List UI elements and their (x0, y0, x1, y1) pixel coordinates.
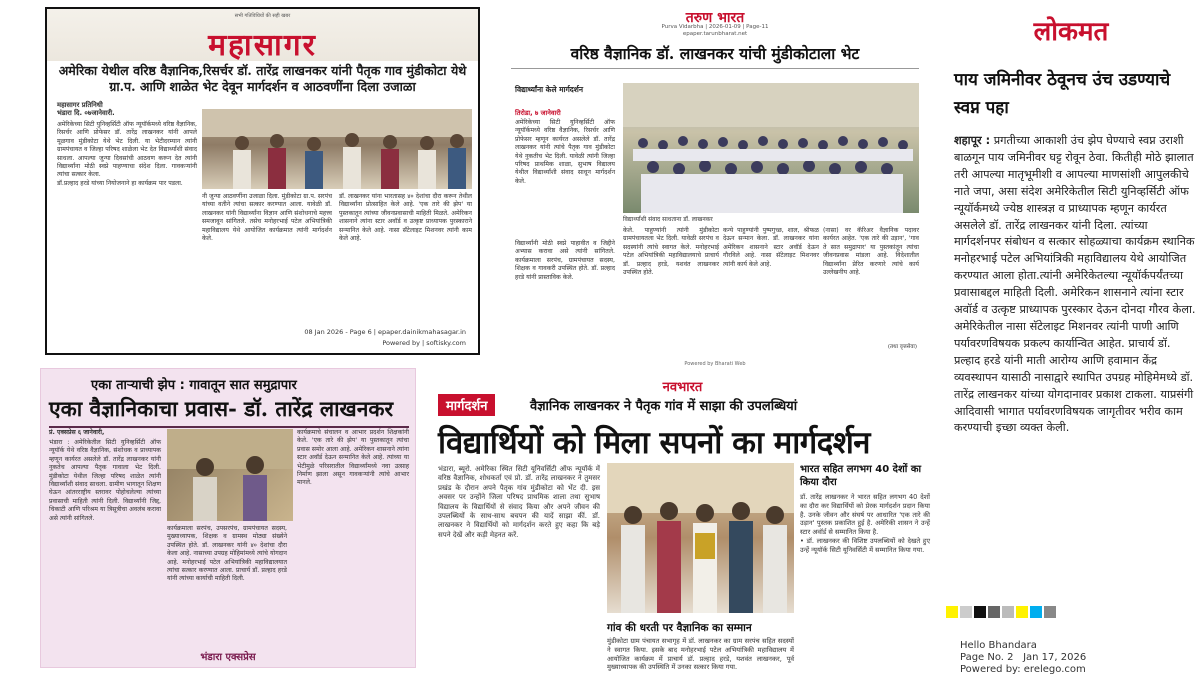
article-col-2: कार्यक्रमाला सरपंच, उपसरपंच, ग्रामपंचायत सदस्य, मुख्याध्यापक, शिक्षक व ग्रामस्थ मोठ्या संख्येने उपस्थित होते. डॉ. लाखनकर यांनी ४० देशांचा दौरा केला आहे. नासाच्या उपग्रह मोहिमांमध्ये त्यांचे योगदान आहे. मनोहरभाई पटेल अभियांत्रिकी महाविद्यालयात त्यांचा सत्कार करण्यात आला. प्राचार्य डॉ. प्रल्हाद हरडे यांनी त्यांच्या कार्याची माहिती दिली. (167, 525, 289, 583)
footer-page: Page No. 2 (960, 652, 1014, 663)
article-col-4: (नासा) वर कॅरिअर वैज्ञानिक पदावर कार्यरत आहेत. 'एक तारे की उड़ान', 'गाव ते सात समुद्रापार' या पुस्तकांतून त्यांचा जीवनप्रवास मांडला आहे. विदेशातील विद्यार्थ्यांना प्रेरित करणारे त्यांचे कार्य उल्लेखनीय आहे. (823, 227, 921, 277)
dateline: तिरोडा, ७ जानेवारी (515, 109, 561, 117)
masthead: लोकमत (1033, 17, 1109, 47)
photo-people (167, 429, 293, 521)
footer-date: Jan 17, 2026 (1023, 652, 1087, 663)
photo-caption: विद्यार्थ्यांशी संवाद साधताना डॉ. लाखनकर (623, 216, 713, 223)
page-footer: Powered by Bharati Web (684, 361, 746, 367)
color-cyan (1030, 606, 1042, 618)
students-photo (623, 83, 919, 213)
mahasagar-clipping (45, 7, 480, 355)
credit: (तथा वृत्तसेवा) (887, 344, 917, 350)
lokmat-clipping (942, 6, 1200, 675)
article-col-1: भंडारा, ब्यूरो. अमेरिका स्थित सिटी यूनिवर्सिटी ऑफ न्यूयॉर्क में वरिष्ठ वैज्ञानिक, शोधकर्ता एवं प्रो. डॉ. तारेंद्र लाखनकर ने तुमसर प्रखंड के दौरान अपने पैतृक गांव मुंडीकोटा को भेंट दी. इस अवसर पर उन्होंने जिला परिषद प्राथमिक शाला तथा सुभाष विद्यालय के विद्यार्थियों से संवाद किया और अपने जीवन की उपलब्धियों के साथ-साथ बचपन की यादें साझा कीं. डॉ. लाखनकर ने विद्यार्थियों को मार्गदर्शन करते हुए कहा कि बड़े सपने देखें और कड़ी मेहनत करें. (438, 465, 603, 539)
edition-line: Purva Vidarbha | 2026-01-09 | Page-11 (661, 24, 769, 30)
interview-photo (167, 429, 293, 521)
rule (511, 68, 919, 69)
dateline: भंडारा दि. ०७जानेवारी. (57, 109, 115, 118)
article-col-2: केले. पाहुण्यांनी त्यांनी मुंडीकोटा ग्रामपंचायतला भेट दिली. यावेळी सरपंच व सदस्यांनी त्यांचे स्वागत केले. मनोहरभाई पटेल अभियांत्रिकी महाविद्यालयाचे प्राचार्य डॉ. प्रल्हाद हरडे, यशवंत लाखनकर उपस्थित होते. (623, 227, 721, 277)
masthead: नवभारत (662, 380, 703, 395)
color-dgrey (988, 606, 1000, 618)
byline: महासागर प्रतिनिधी (57, 101, 103, 109)
subhead: विद्यार्थ्यांना केले मार्गदर्शन (515, 85, 584, 94)
box-body: मुंडीकोटा ग्राम पंचायत सभागृह में डॉ. लाखनकर का ग्राम सरपंच सहित सदस्यों ने स्वागत किया. इसके बाद मनोहरभाई पटेल अभियांत्रिकी महाविद्यालय में आयोजित कार्यक्रम में प्राचार्य डॉ. प्रल्हाद हरडे, यशवंत लाखनकर, पूर्व मुख्याध्यापक की उपस्थिति में उनका सत्कार किया गया. (607, 637, 797, 672)
page-footer: भंडारा एक्सप्रेस (200, 652, 256, 663)
navbharat-clipping (430, 377, 935, 675)
masthead: तरुण भारत (685, 10, 745, 26)
photo-students (623, 83, 919, 213)
section-badge: मार्गदर्शन (438, 394, 495, 416)
edition-meta (505, 24, 925, 38)
headline: वरिष्ठ वैज्ञानिक डॉ. लाखनकर यांची मुंडीकोटाला भेट (570, 44, 860, 63)
color-bar (946, 606, 1056, 618)
box-headline: गांव की धरती पर वैज्ञानिक का सम्मान (607, 622, 752, 634)
photo-figures (202, 109, 472, 189)
article-text: प्रगतीच्या आकाशी उंच झेप घेण्याचे स्वप्न उराशी बाळगून पाय जमिनीवर घट्ट रोवून ठेवा. कितीही मोठे झालात तरी आपल्या मातृभूमीशी व आपल्या माणसांशी आपुलकीचे नाते जपा, असा संदेश अमेरिकेतील सिटी युनिव्हर्सिटी ऑफ न्यूयॉर्कमध्ये ज्येष्ठ शास्त्रज्ञ व प्राध्यापक म्हणून कार्यरत असलेले डॉ. तारेंद्र लाखनकर यांनी दिला. त्यांच्या मार्गदर्शनपर संबोधन व सत्कार सोहळ्याचा कार्यक्रम स्थानिक मनोहरभाई पटेल अभियांत्रिकी महाविद्यालय येथे आयोजित करण्यात आला होता.त्यांनी अमेरिकेतल्या न्यूयॉर्कपर्यंतच्या प्रवासाबद्दल माहिती दिली. अमेरिकन शासनाने त्यांना स्टार अवॉर्ड व उत्कृष्ट प्राध्यापक पुरस्कार देऊन दोनदा गौरव केला. अमेरिकेतील नासा सॅटेलाइट मिशनवर त्यांनी पाणी आणि पर्यावरणविषयक प्रकल्प कार्यान्वित आहेत. प्राचार्य डॉ. प्रल्हाद हरडे यांनी माती आरोग्य आणि हवामान केंद्र व्यवस्थापन यासाठी नासाद्वारे स्थापित उपग्रह मोहिमेमध्ये डॉ. तारेंद्र लाखनकर यांच्या योगदानावर प्रकाश टाकला. याप्रसंगी आदिवासी भागात पर्यावरणविषयक जागृतीवर भरीव काम करण्याची इच्छा व्यक्त केली. (954, 134, 1196, 435)
article-col-2: नी जुन्या आठवणींना उजाळा दिला. मुंडीकोटा ग्रा.प. सरपंच यांच्या वतीने त्यांचा सत्कार करण्यात आला. यावेळी डॉ. लाखनकर यांनी विद्यार्थ्यांना विज्ञान आणि संशोधनाचे महत्त्व समजावून सांगितले. तसेच मनोहरभाई पटेल अभियांत्रिकी महाविद्यालय येथे आयोजित कार्यक्रमात त्यांनी मार्गदर्शन केले. (202, 193, 334, 243)
tarun-bharat-clipping (505, 5, 925, 369)
site-url: epaper.tarunbharat.net (682, 31, 748, 37)
article-col-1: अमेरिकेच्या सिटी युनिव्हर्सिटी ऑफ न्यूयॉर्कमध्ये वरिष्ठ वैज्ञानिक, रिसर्चर आणि प्रोफेसर म्हणून कार्यरत असलेले डॉ. तारेंद्र लाखनकर यांनी त्यांचे पैतृक गाव मुंडीकोटा येथे नुकतीच भेट दिली. यावेळी त्यांनी जिल्हा परिषद प्राथमिक शाळा, सुभाष विद्यालय येथील विद्यार्थ्यांशी संवाद साधून मार्गदर्शन केले. (515, 119, 617, 185)
color-yellow-2 (1016, 606, 1028, 618)
page-footer (960, 640, 1086, 676)
kicker: एका ताऱ्याची झेप : गावातून सात समुद्रापार (91, 378, 297, 393)
dateline: शहापूर : (954, 134, 991, 147)
headline: पाय जमिनीवर ठेवूनच उंच उडण्याचे स्वप्न पहा (954, 70, 1171, 118)
kicker: वैज्ञानिक लाखनकर ने पैतृक गांव में साझा की उपलब्धियां (530, 399, 798, 414)
side-body: डॉ. तारेंद्र लाखनकर ने भारत सहित लगभग 40 देशों का दौरा कर विद्यार्थियों को प्रेरक मार्गदर्शन प्रदान किया है. उनके जीवन और संघर्ष पर आधारित 'एक तारे की उड़ान' पुस्तक प्रकाशित हुई है. अमेरिकी शासन ने उन्हें स्टार अवॉर्ड से सम्मानित किया है. • डॉ. लाखनकर की विशिष्ट उपलब्धियों को देखते हुए उन्हें न्यूयॉर्क सिटी यूनिवर्सिटी में सम्मानित किया गया. (800, 493, 930, 554)
event-photo (202, 109, 472, 189)
headline: अमेरिका येथील वरिष्ठ वैज्ञानिक,रिसर्चर डॉ. तारेंद्र लाखनकर यांनी पैतृक गाव मुंडीकोटा येथे ग्रा.प. आणि शाळेत भेट देवून मार्गदर्शन व आठवणींना दिला उजाळा (58, 63, 467, 94)
headline: विद्यार्थियों को मिला सपनों का मार्गदर्शन (438, 425, 870, 461)
article-col-3: कार्यक्रमाचे संचालन व आभार प्रदर्शन शिक्षकांनी केले. 'एक तारे की झेप' या पुस्तकातून त्यांचा प्रवास समोर आला आहे. अमेरिकन शासनाने त्यांना स्टार अवॉर्ड देऊन सन्मानित केले आहे. त्यांच्या या भेटीमुळे परिसरातील विद्यार्थ्यांमध्ये नवा उत्साह निर्माण झाला असून गावकऱ्यांनी त्यांचे आभार मानले. (297, 429, 411, 487)
article-col-1: अमेरिकेच्या सिटी युनिव्हर्सिटी ऑफ न्यूयॉर्कमध्ये वरिष्ठ वैज्ञानिक, रिसर्चर आणि प्रोफेसर डॉ. तारेंद्र लाखनकर यांनी आपले मूळगाव मुंडीकोटा येथे भेट दिली. या भेटीदरम्यान त्यांनी ग्रामपंचायत व जिल्हा परिषद शाळेला भेट देत विद्यार्थ्यांशी संवाद साधला. आपल्या जुन्या दिवसांची आठवण करून देत त्यांनी विद्यार्थ्यांना मोठी स्वप्ने पाहण्याचा संदेश दिला. गावकऱ्यांनी त्यांचा सत्कार केला. डॉ.प्रल्हाद हरडे यांच्या नियोजनाने हा कार्यक्रम पार पडला. (57, 121, 197, 187)
article-body (954, 133, 1196, 437)
dateline: प्रं. एक्सप्रेस ६ जानेवारी, (49, 429, 105, 436)
footer-powered: Powered by: erelego.com (960, 664, 1086, 675)
headline: एका वैज्ञानिकाचा प्रवास- डॉ. तारेंद्र लाखनकर (49, 395, 409, 428)
color-black (974, 606, 986, 618)
color-grey (960, 606, 972, 618)
footer-title: Hello Bhandara (960, 640, 1037, 651)
tagline: सभी गतिविधियों की सही खबर (234, 13, 291, 19)
masthead: महासागर (208, 28, 317, 63)
article-col-1b: विद्यार्थ्यांनी मोठी स्वप्ने पाहावीत व जिद्दीने अभ्यास करावा असे त्यांनी सांगितले. कार्यक्रमाला सरपंच, ग्रामपंचायत सदस्य, शिक्षक व गावकरी उपस्थित होते. डॉ. प्रल्हाद हरडे यांनी प्रास्ताविक केले. (515, 240, 617, 281)
page-footer (47, 327, 466, 349)
footer-powered: Powered by | softisky.com (382, 339, 466, 347)
color-lgrey (1002, 606, 1014, 618)
article-col-1: भंडारा : अमेरिकेतील सिटी युनिव्हर्सिटी ऑफ न्यूयॉर्क येथे वरिष्ठ वैज्ञानिक, संशोधक व प्राध्यापक म्हणून कार्यरत असलेले डॉ. तारेंद्र लाखनकर यांनी नुकतेच आपल्या पैतृक गावाला भेट दिली. मुंडीकोटा येथील जिल्हा परिषद शाळेत त्यांनी विद्यार्थ्यांशी संवाद साधला. ग्रामीण भागातून शिक्षण घेऊन आंतरराष्ट्रीय स्तरावर पोहोचलेल्या त्यांच्या प्रवासाची माहिती त्यांनी दिली. विद्यार्थ्यांनी जिद्द, चिकाटी आणि परिश्रम या त्रिसूत्रीचा अवलंब करावा असे त्यांनी सांगितले. (49, 439, 163, 522)
side-headline: भारत सहित लगभग 40 देशों का किया दौरा (800, 464, 922, 488)
footer-edition: 08 Jan 2026 - Page 6 | epaper.dainikmahasagar.in (304, 328, 466, 336)
color-mgrey (1044, 606, 1056, 618)
footer-page-date (960, 652, 1086, 664)
bhandara-express-clipping (40, 368, 416, 668)
felicitation-photo (607, 463, 794, 613)
color-yellow (946, 606, 958, 618)
article-col-3: कन्ये पाहुण्यांनी पुष्पगुच्छ, शाल, श्रीफळ देऊन सन्मान केला. डॉ. लाखनकर यांना अमेरिकन शासनाने स्टार अवॉर्ड देऊन गौरविले आहे. नासा सॅटेलाइट मिशनवर त्यांनी कार्य केले आहे. (723, 227, 821, 268)
article-col-3: डॉ. लाखनकर यांना भारतासह ४० देशांचा दौरा करून तेथील विद्यार्थ्यांना प्रोत्साहित केले आहे. 'एक तारे की झेप' या पुस्तकातून त्यांच्या जीवनप्रवासाची माहिती मिळते. अमेरिकन शासनाने त्यांना स्टार अवॉर्ड व उत्कृष्ट प्राध्यापक पुरस्काराने सन्मानित केले आहे. नासा सॅटेलाइट मिशनवर त्यांनी काम केले आहे. (339, 193, 474, 243)
photo-felicitation (607, 463, 794, 613)
